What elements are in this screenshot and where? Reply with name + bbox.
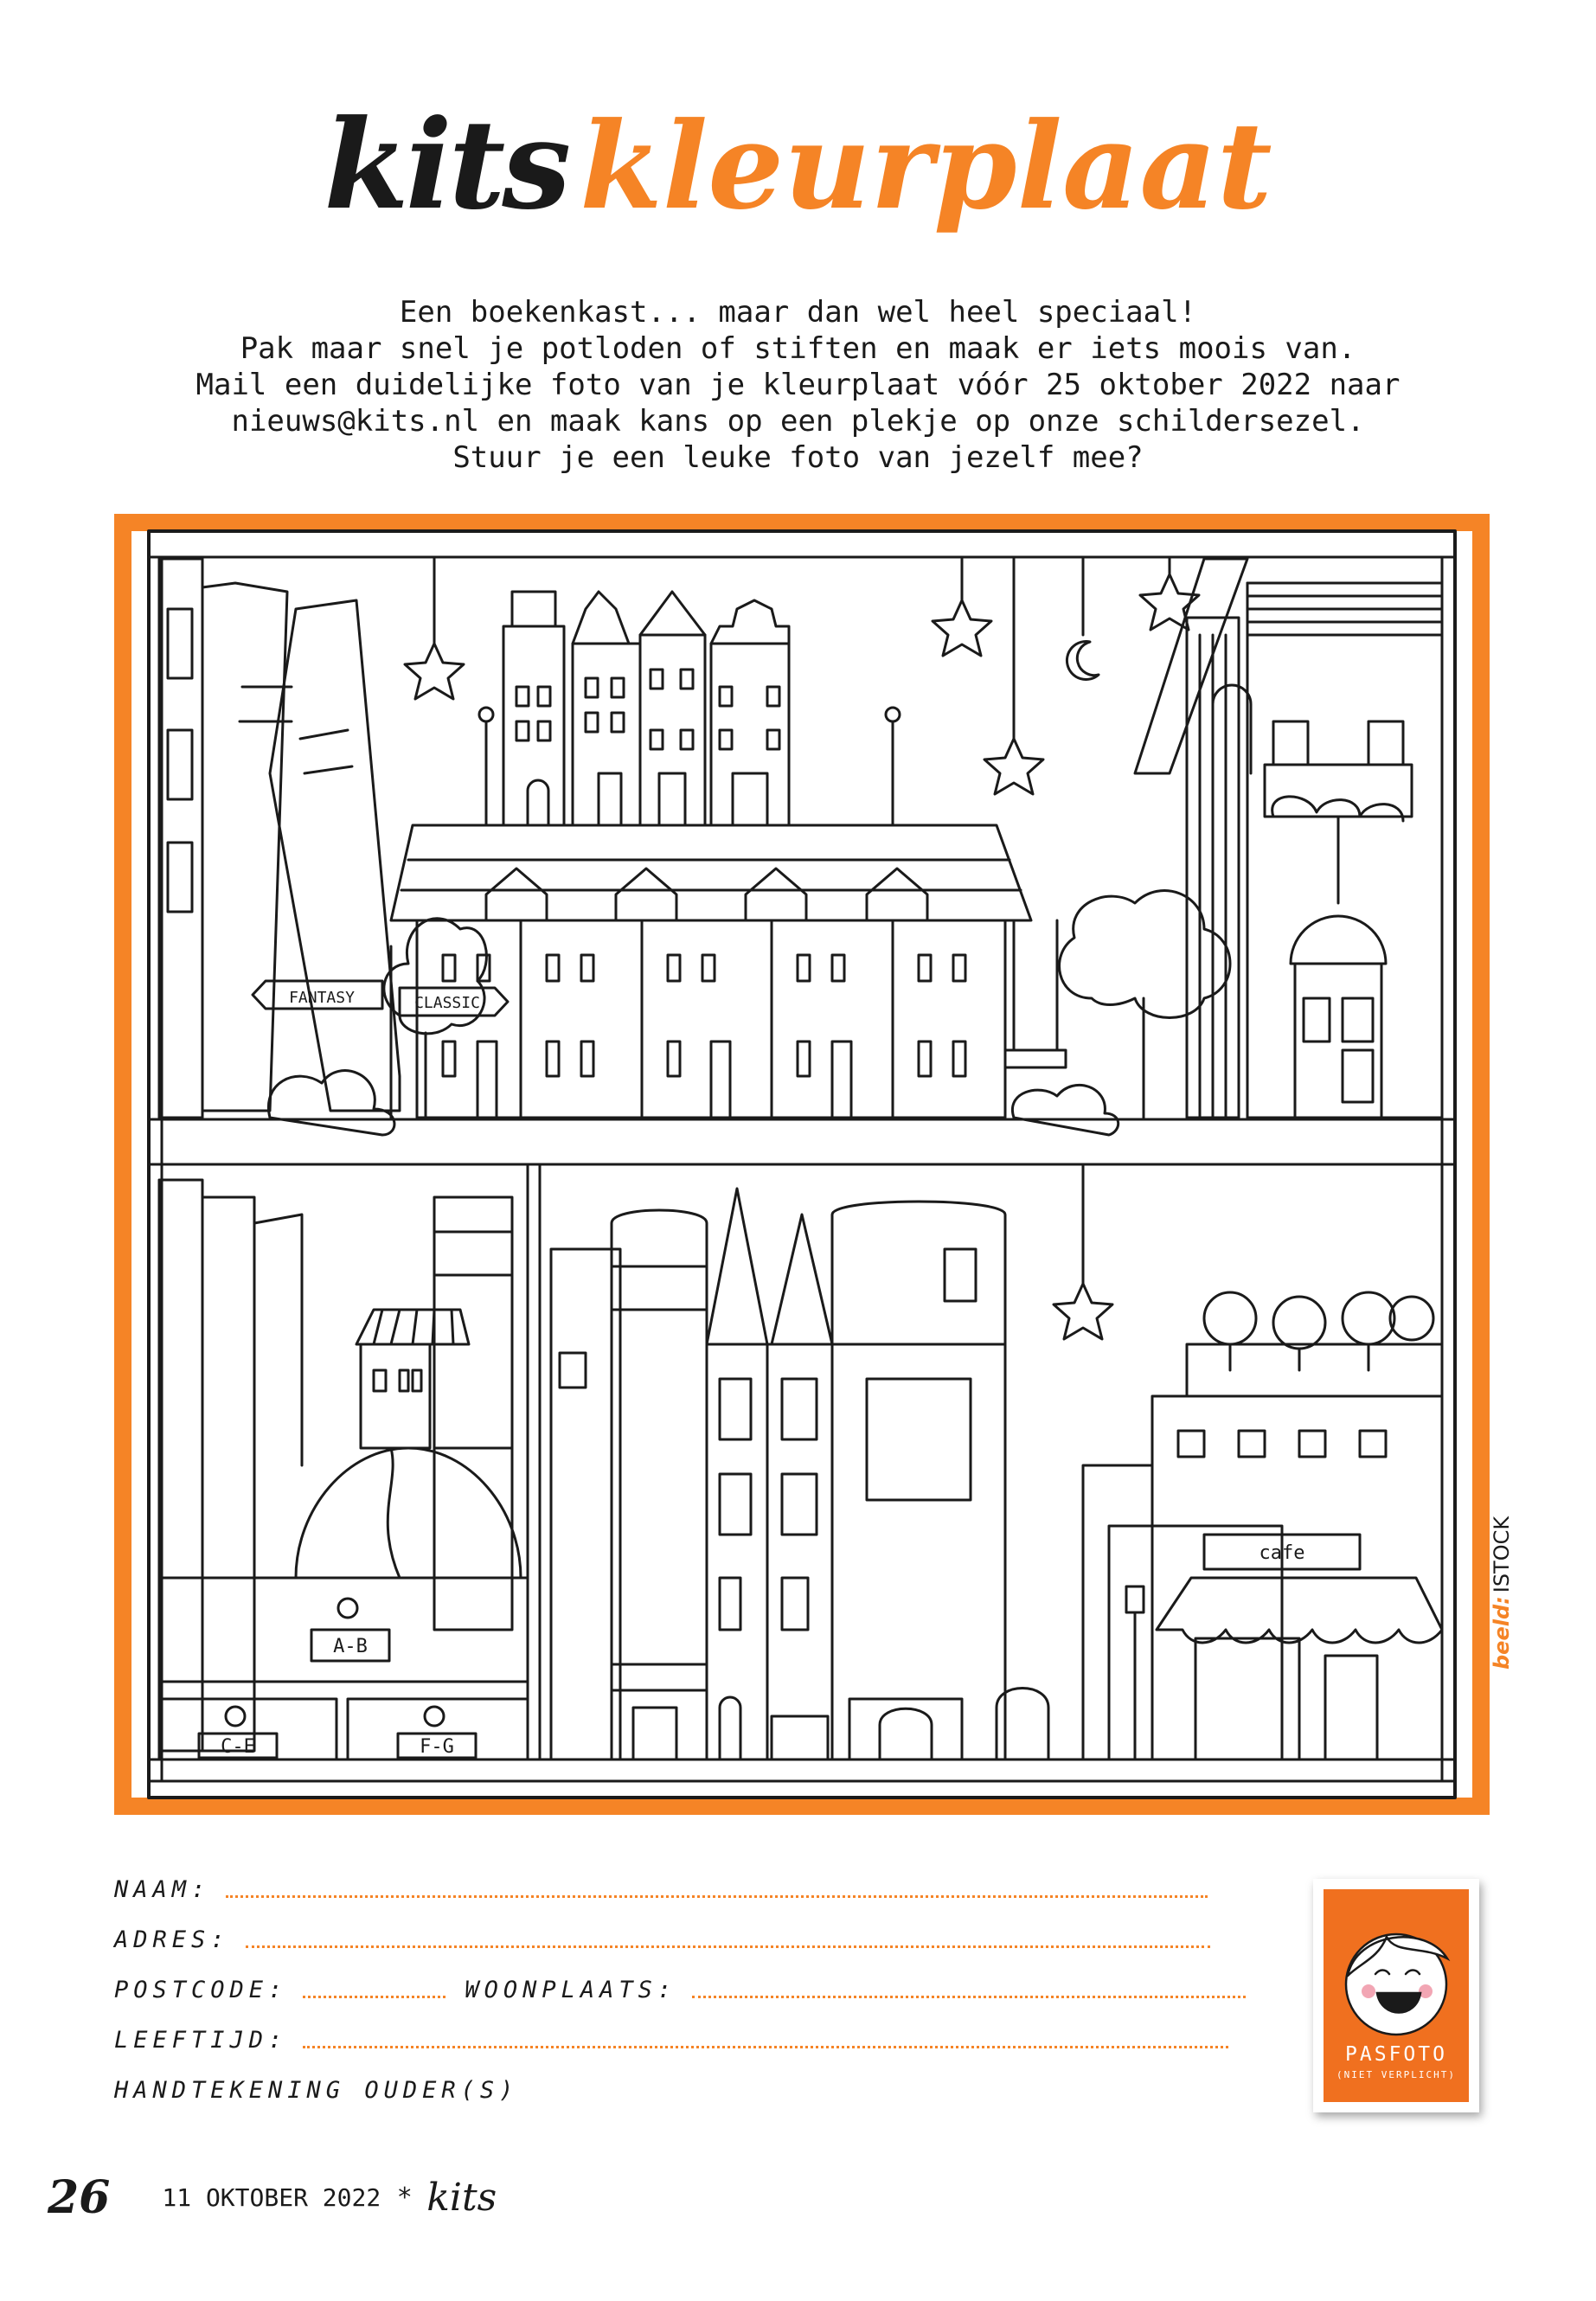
photo-label: PASFOTO [1345, 2043, 1447, 2066]
city-label: WOONPLAATS: [465, 1977, 677, 2003]
coloring-frame [114, 514, 1490, 1815]
age-label: LEEFTIJD: [114, 2027, 288, 2054]
page-footer [48, 2171, 497, 2223]
intro-line: Mail een duidelijke foto van je kleurplaat vóór 25 oktober 2022 naar [195, 368, 1401, 402]
intro-line: Stuur je een leuke foto van jezelf mee? [452, 440, 1144, 475]
issue-date: 11 OKTOBER 2022 [162, 2182, 381, 2212]
photo-sublabel: (NIET VERPLICHT) [1336, 2069, 1456, 2080]
city-field[interactable] [692, 1996, 1246, 1998]
passport-photo[interactable] [1324, 1889, 1469, 2102]
row-age [114, 2019, 1228, 2054]
sign-fantasy: FANTASY [289, 989, 355, 1007]
brand-logo: kits [324, 93, 568, 237]
name-label: NAAM: [114, 1876, 211, 1903]
name-field[interactable] [226, 1895, 1208, 1898]
age-field[interactable] [303, 2046, 1228, 2048]
drawer-label-f-g: F-G [420, 1736, 454, 1758]
row-signature [114, 2069, 518, 2104]
image-credit [1490, 1488, 1524, 1670]
postcode-label: POSTCODE: [114, 1977, 288, 2003]
postcode-field[interactable] [303, 1996, 445, 1998]
drawer-label-a-b: A-B [333, 1636, 368, 1657]
credit-source: ISTOCK [1490, 1516, 1514, 1593]
row-postcode-city [114, 1969, 1246, 2003]
row-name [114, 1868, 1208, 1903]
intro-text [0, 294, 1596, 476]
credit-label: beeld: [1490, 1596, 1514, 1670]
address-label: ADRES: [114, 1926, 230, 1953]
drawer-label-c-e: C-E [221, 1736, 255, 1758]
signature-label: HANDTEKENING OUDER(S) [114, 2077, 519, 2104]
page-number: 26 [48, 2170, 111, 2224]
passport-photo-frame [1313, 1879, 1479, 2112]
entry-form [114, 1868, 1256, 2128]
intro-line: Een boekenkast... maar dan wel heel speciaal! [399, 295, 1197, 330]
illustration-labels [114, 514, 1490, 1815]
separator-star: * [398, 2182, 412, 2213]
page-title [0, 93, 1596, 237]
footer-brand: kits [426, 2175, 497, 2220]
intro-line: nieuws@kits.nl en maak kans op een plekje op onze schildersezel. [231, 404, 1365, 439]
sign-classic: CLASSIC [414, 994, 480, 1012]
intro-line: Pak maar snel je potloden of stiften en maak er iets moois van. [240, 331, 1356, 366]
address-field[interactable] [246, 1945, 1210, 1948]
row-address [114, 1919, 1210, 1953]
shop-sign: cafe [1259, 1542, 1305, 1564]
title-word: kleurplaat [580, 95, 1272, 236]
